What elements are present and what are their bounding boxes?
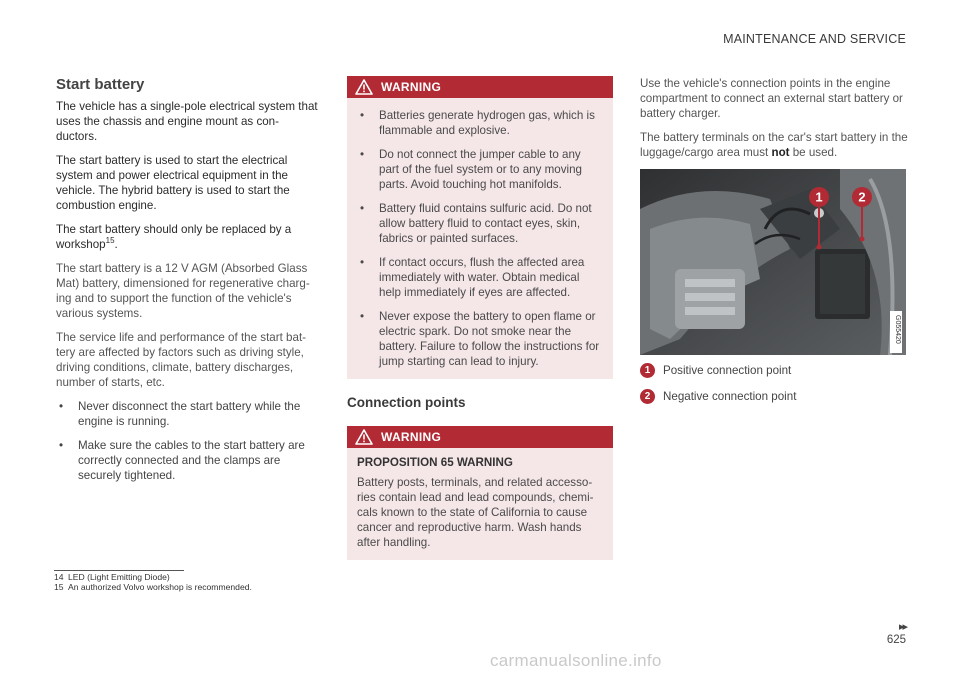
column-start-battery — [56, 76, 320, 492]
svg-text:2: 2 — [858, 189, 866, 205]
watermark: carmanualsonline.info — [490, 651, 662, 670]
footnote-ref[interactable]: 15 — [105, 236, 115, 246]
warning-text: Battery posts, terminals, and related accesso-ries contain lead and lead compounds, chemi-cals known to the state of California to cause cancer and reproductive harm. Wash hands after handling. — [357, 476, 594, 549]
footnote — [54, 572, 554, 582]
warning-box — [347, 76, 613, 379]
paragraph: The start battery is used to start the electrical system and power electrical equipment in the vehicle. The hybrid battery is used to start the combustion engine. — [56, 154, 290, 212]
list-item-text: If contact occurs, flush the affected area immediately with water. Obtain medical help immediately if eyes are affected. — [379, 256, 585, 299]
emphasis-text: not — [771, 146, 790, 159]
paragraph — [640, 130, 908, 160]
callout-number-1: 1 — [640, 363, 655, 378]
callout-text: Positive connection point — [663, 364, 792, 377]
paragraph: The start battery is a 12 V AGM (Absorbed Glass Mat) battery, dimensioned for regenerative charg-ing and to support the function of the vehicle's various systems. — [56, 262, 310, 320]
warning-header — [347, 76, 613, 98]
footnote-text: LED (Light Emitting Diode) — [68, 572, 170, 582]
list-item-text: Do not connect the jumper cable to any part of the fuel system or to any moving parts. Avoid touching hot manifolds. — [379, 148, 582, 191]
callout-positive — [640, 363, 908, 378]
paragraph: Use the vehicle's connection points in the engine compartment to connect an external start battery or battery charger. — [640, 77, 903, 120]
subheading: Connection points — [347, 395, 466, 410]
footnote-number: 15 — [54, 582, 64, 592]
engine-compartment-illustration — [640, 169, 906, 355]
list-item-text: Make sure the cables to the start battery are correctly connected and the clamps are securely tightened. — [78, 439, 305, 482]
list-item — [357, 201, 603, 246]
list-item — [56, 438, 320, 483]
engine-compartment-photo — [640, 169, 906, 355]
paragraph-text: be used. — [789, 146, 838, 159]
list-item — [56, 399, 320, 429]
next-page-arrow-icon[interactable]: ▸▸ — [898, 621, 906, 633]
list-item — [357, 147, 603, 192]
callout-number-2: 2 — [640, 389, 655, 404]
paragraph-with-footnote — [56, 222, 320, 252]
warning-body — [347, 98, 613, 379]
section-title: Start battery — [56, 76, 145, 93]
warning-triangle-icon — [355, 429, 373, 445]
footnote-text: An authorized Volvo workshop is recommended. — [68, 582, 252, 592]
list-item-text: Never expose the battery to open flame or electric spark. Do not smoke near the battery. Failure to follow the instructions for jump starting can lead to injury. — [379, 310, 600, 368]
bullet-dot: • — [59, 439, 64, 452]
list-item — [357, 108, 603, 138]
list-item-text: Never disconnect the start battery while the engine is running. — [78, 400, 301, 428]
paragraph-end: . — [114, 238, 118, 251]
paragraph: The vehicle has a single-pole electrical system that uses the chassis and engine mount as con-ductors. — [56, 100, 318, 143]
paragraph-text: The start battery should only be replaced by a workshop — [56, 223, 292, 251]
svg-text:1: 1 — [815, 189, 823, 205]
footnotes — [54, 570, 554, 592]
warning-box — [347, 426, 613, 560]
bullet-dot: • — [360, 109, 365, 122]
callout-text: Negative connection point — [663, 390, 797, 403]
warning-triangle-icon — [355, 79, 373, 95]
paragraph-text: The battery terminals on the car's start battery in the luggage/cargo area must — [640, 131, 908, 159]
column-connection-points — [640, 76, 908, 404]
bullet-dot: • — [360, 256, 365, 269]
page-number: 625 — [886, 634, 906, 646]
list-item — [357, 309, 603, 369]
warning-bullet-list — [357, 108, 603, 369]
bullet-dot: • — [360, 148, 365, 161]
bullet-dot: • — [59, 400, 64, 413]
footnote-number: 14 — [54, 572, 64, 582]
section-header: MAINTENANCE AND SERVICE — [723, 32, 906, 46]
bullet-list — [56, 399, 320, 483]
warning-header — [347, 426, 613, 448]
list-item-text: Battery fluid contains sulfuric acid. Do not allow battery fluid to contact eyes, skin, fabrics or painted surfaces. — [379, 202, 592, 245]
callout-negative — [640, 389, 908, 404]
footnote — [54, 582, 554, 592]
proposition-title: PROPOSITION 65 WARNING — [357, 456, 513, 469]
paragraph: The service life and performance of the start bat-tery are affected by factors such as driving style, driving conditions, climate, battery discharges, number of starts, etc. — [56, 331, 307, 389]
bullet-dot: • — [360, 310, 365, 323]
list-item-text: Batteries generate hydrogen gas, which is flammable and explosive. — [379, 109, 595, 137]
column-warnings — [347, 76, 613, 560]
bullet-dot: • — [360, 202, 365, 215]
list-item — [357, 255, 603, 300]
warning-body — [347, 448, 613, 560]
warning-label: WARNING — [381, 430, 442, 444]
warning-label: WARNING — [381, 80, 442, 94]
image-code: G055420 — [894, 315, 901, 344]
